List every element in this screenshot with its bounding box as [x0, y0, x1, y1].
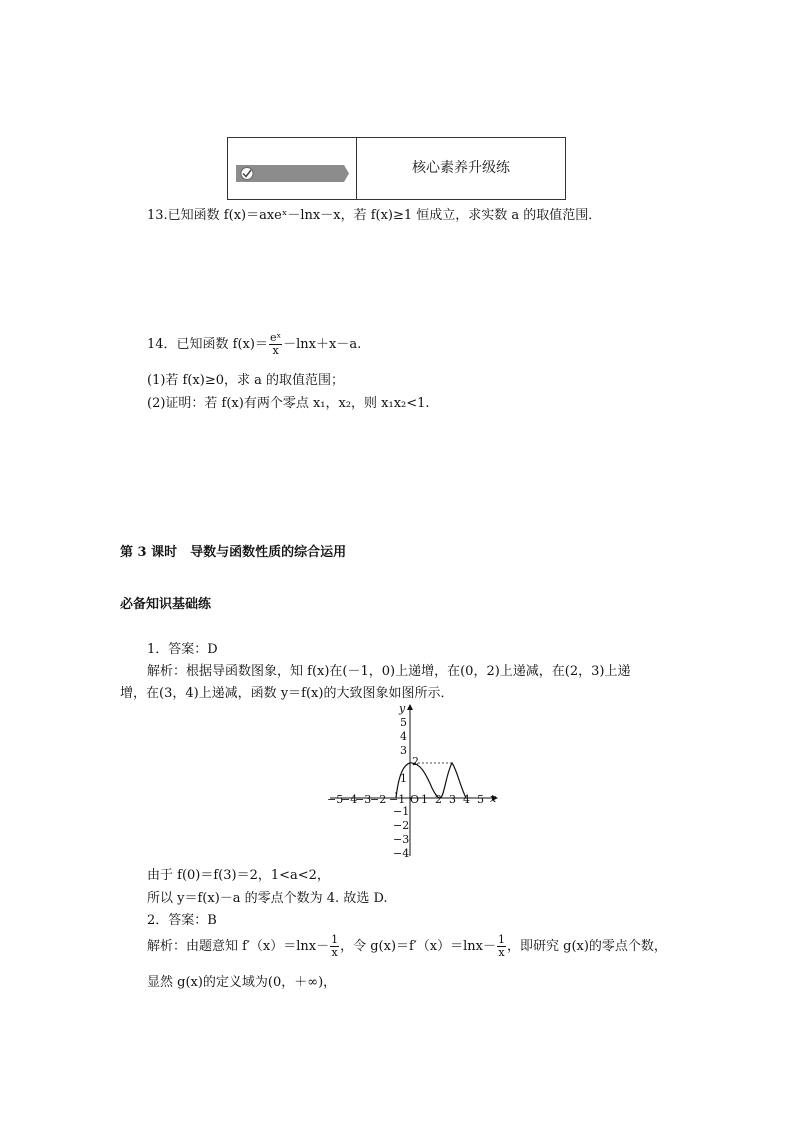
section-title: 核心素养升级练	[412, 160, 510, 176]
y-axis-label: y	[399, 702, 406, 715]
y-tick: 1	[400, 772, 407, 785]
ribbon-banner-icon	[236, 165, 349, 182]
question-14-part2: (2)证明：若 f(x)有两个零点 x₁，x₂，则 x₁x₂<1.	[147, 396, 430, 411]
lesson-title: 第 3 课时 导数与函数性质的综合运用	[120, 545, 347, 560]
y-tick: −4	[393, 847, 410, 860]
y-tick-labels	[393, 716, 409, 860]
a2-fraction-2	[497, 934, 506, 959]
a2-frac1-num: 1	[331, 933, 339, 946]
peak-label: 2	[412, 755, 419, 768]
y-tick: −2	[393, 819, 410, 832]
answer-1-conclusion-line2: 所以 y＝f(x)－a 的零点个数为 4. 故选 D.	[147, 891, 388, 906]
a2-mid: ，令 g(x)＝f′（x）＝lnx－	[340, 939, 496, 954]
y-tick: 3	[400, 744, 407, 757]
x-tick: −5	[327, 793, 344, 806]
q14-prefix: 14．已知函数 f(x)＝	[147, 337, 268, 352]
a2-frac2-num: 1	[497, 933, 505, 946]
a2-suffix: ，即研究 g(x)的零点个数，	[506, 939, 667, 954]
x-tick: 5	[477, 793, 484, 806]
subsection-title: 必备知识基础练	[120, 597, 212, 612]
answer-2: 2．答案：B	[147, 913, 217, 928]
y-tick: −1	[393, 805, 410, 818]
x-tick: 1	[421, 793, 428, 806]
a2-prefix: 解析：由题意知 f′（x）＝lnx－	[147, 939, 330, 954]
y-tick: 5	[400, 716, 407, 729]
answer-1-conclusion-line1: 由于 f(0)＝f(3)＝2，1<a<2，	[147, 868, 330, 883]
q14-fraction	[269, 332, 282, 357]
q14-suffix: －lnx＋x－a.	[283, 337, 362, 352]
x-tick: −4	[341, 793, 358, 806]
question-14-part1: (1)若 f(x)≥0，求 a 的取值范围；	[147, 373, 345, 388]
x-tick: 2	[435, 793, 442, 806]
answer-2-line2: 显然 g(x)的定义域为(0，＋∞)，	[147, 975, 337, 990]
y-tick: 4	[400, 730, 407, 743]
answer-1-analysis-line2: 增，在(3，4)上递减，函数 y＝f(x)的大致图象如图所示．	[120, 686, 454, 701]
q14-frac-den: x	[272, 344, 279, 357]
y-tick: −3	[393, 833, 410, 846]
x-tick: −1	[389, 793, 406, 806]
x-tick: −3	[355, 793, 372, 806]
a2-frac2-den: x	[498, 946, 505, 959]
answer-2-analysis	[147, 934, 667, 959]
q14-frac-num: eˣ	[269, 331, 282, 344]
question-14	[147, 332, 361, 357]
answer-1: 1．答案：D	[147, 642, 218, 657]
x-axis-label: x	[490, 792, 497, 805]
y-axis-arrow	[407, 704, 413, 710]
a2-fraction-1	[330, 934, 339, 959]
answer-1-analysis-line1: 解析：根据导函数图象，知 f(x)在(－1，0)上递增，在(0，2)上递减，在(2，3)上递	[147, 664, 631, 679]
section-header-box	[227, 137, 566, 200]
x-tick: −2	[370, 793, 387, 806]
x-tick: O	[410, 793, 420, 806]
x-tick: 3	[449, 793, 456, 806]
function-graph	[326, 702, 502, 860]
question-13: 13.已知函数 f(x)＝axeˣ－lnx－x，若 f(x)≥1 恒成立，求实数 a 的取值范围．	[147, 208, 602, 223]
x-tick: 4	[463, 793, 470, 806]
a2-frac1-den: x	[331, 946, 338, 959]
